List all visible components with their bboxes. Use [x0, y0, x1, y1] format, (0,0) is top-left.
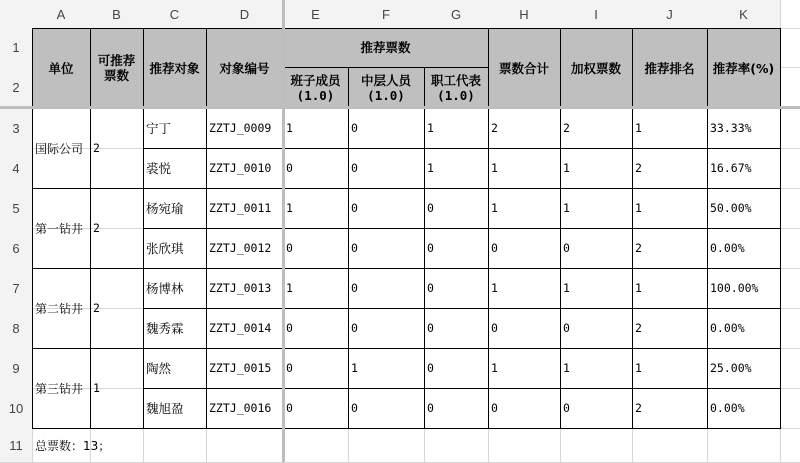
cell-border	[32, 428, 781, 429]
rate-cell[interactable]: 100.00%	[710, 281, 759, 295]
cell-border	[632, 28, 633, 109]
group-quota-cell[interactable]: 2	[93, 141, 100, 155]
weighted-votes-cell[interactable]: 0	[563, 401, 570, 415]
header-votes-group-text: 推荐票数	[360, 40, 411, 55]
cell-border	[707, 108, 708, 429]
cell-border	[206, 108, 207, 429]
cell-border	[206, 28, 207, 109]
header-weighted-votes-text: 加权票数	[570, 60, 621, 76]
staff-rep-votes-cell[interactable]: 0	[427, 241, 434, 255]
header-vote-total[interactable]	[488, 28, 560, 108]
group-quota-cell[interactable]: 2	[93, 301, 100, 315]
candidate-id-cell[interactable]: ZZTJ_0010	[209, 161, 272, 175]
header-unit-text: 单位	[48, 60, 74, 76]
header-unit[interactable]	[32, 28, 90, 108]
staff-rep-votes-cell[interactable]: 0	[427, 281, 434, 295]
middle-mgr-votes-cell[interactable]: 0	[351, 201, 358, 215]
header-staff-rep-text: 职工代表	[430, 72, 481, 88]
weighted-votes-cell[interactable]: 1	[563, 361, 570, 375]
row-header-5[interactable]: 5	[0, 188, 32, 228]
rate-cell[interactable]: 0.00%	[710, 241, 745, 255]
middle-mgr-votes-cell[interactable]: 1	[351, 361, 358, 375]
column-header-e[interactable]: E	[283, 0, 348, 28]
candidate-id-cell[interactable]: ZZTJ_0009	[209, 121, 272, 135]
candidate-id-cell[interactable]: ZZTJ_0014	[209, 321, 272, 335]
candidate-name-cell[interactable]: 裘悦	[146, 161, 172, 176]
cell-border	[32, 108, 33, 429]
rank-cell[interactable]: 1	[635, 361, 642, 375]
candidate-name-cell[interactable]: 杨博林	[146, 281, 184, 296]
team-member-votes-cell[interactable]: 0	[286, 241, 293, 255]
cell-border	[143, 108, 144, 429]
header-candidate-id-text: 对象编号	[219, 60, 270, 76]
candidate-name-cell[interactable]: 魏旭盈	[146, 401, 184, 416]
weighted-votes-cell[interactable]: 0	[563, 241, 570, 255]
group-unit-cell[interactable]: 国际公司	[35, 141, 84, 156]
cell-border	[780, 108, 781, 429]
rank-cell[interactable]: 1	[635, 201, 642, 215]
middle-mgr-votes-cell[interactable]: 0	[351, 161, 358, 175]
cell-border	[348, 108, 349, 429]
rate-cell[interactable]: 25.00%	[710, 361, 752, 375]
header-recommendable-line1: 可推荐	[97, 53, 136, 68]
row-header-3[interactable]: 3	[0, 108, 32, 148]
candidate-name-cell[interactable]: 杨宛瑜	[146, 201, 184, 216]
cell-border	[143, 148, 781, 149]
cell-border	[488, 108, 489, 429]
rank-cell[interactable]: 1	[635, 281, 642, 295]
cell-border	[560, 28, 561, 109]
freeze-pane-vertical	[282, 0, 285, 462]
group-quota-cell[interactable]: 2	[93, 221, 100, 235]
staff-rep-votes-cell[interactable]: 1	[427, 121, 434, 135]
staff-rep-votes-cell[interactable]: 1	[427, 161, 434, 175]
group-quota-cell[interactable]: 1	[93, 381, 100, 395]
staff-rep-votes-cell[interactable]: 0	[427, 321, 434, 335]
header-middle-mgr-text: 中层人员	[360, 72, 411, 88]
staff-rep-votes-cell[interactable]: 0	[427, 361, 434, 375]
vote-total-cell[interactable]: 0	[491, 321, 498, 335]
cell-border	[283, 67, 489, 68]
team-member-votes-cell[interactable]: 1	[286, 121, 293, 135]
team-member-votes-cell[interactable]: 1	[286, 201, 293, 215]
cell-border	[143, 388, 781, 389]
group-unit-cell[interactable]: 第一钻井	[35, 221, 84, 236]
vote-total-cell[interactable]: 0	[491, 241, 498, 255]
header-team-member-weight: (1.0)	[296, 87, 335, 103]
header-recommendable-votes[interactable]	[90, 28, 143, 108]
team-member-votes-cell[interactable]: 0	[286, 401, 293, 415]
staff-rep-votes-cell[interactable]: 0	[427, 401, 434, 415]
column-header-c[interactable]: C	[143, 0, 206, 28]
vote-total-cell[interactable]: 1	[491, 201, 498, 215]
middle-mgr-votes-cell[interactable]: 0	[351, 121, 358, 135]
header-middle-mgr-weight: (1.0)	[367, 87, 405, 103]
candidate-id-cell[interactable]: ZZTJ_0013	[209, 281, 272, 295]
column-header-b[interactable]: B	[90, 0, 143, 28]
vote-total-cell[interactable]: 1	[491, 281, 498, 295]
team-member-votes-cell[interactable]: 1	[286, 281, 293, 295]
row-header-11[interactable]: 11	[0, 428, 32, 462]
column-header-f[interactable]: F	[348, 0, 424, 28]
column-header-i[interactable]: I	[560, 0, 632, 28]
row-header-2[interactable]: 2	[0, 67, 32, 108]
rate-cell[interactable]: 33.33%	[710, 121, 752, 135]
weighted-votes-cell[interactable]: 2	[563, 121, 570, 135]
row-header-10[interactable]: 10	[0, 388, 32, 428]
weighted-votes-cell[interactable]: 1	[563, 281, 570, 295]
rate-cell[interactable]: 0.00%	[710, 321, 745, 335]
cell-border	[143, 228, 781, 229]
column-header-g[interactable]: G	[424, 0, 488, 28]
footer-total-votes[interactable]: 总票数：13；	[35, 438, 111, 453]
header-weighted-votes[interactable]	[560, 28, 632, 108]
column-header-k[interactable]: K	[707, 0, 780, 28]
rate-cell[interactable]: 50.00%	[710, 201, 752, 215]
row-header-9[interactable]: 9	[0, 348, 32, 388]
weighted-votes-cell[interactable]: 0	[563, 321, 570, 335]
header-staff-rep-weight: (1.0)	[437, 87, 475, 103]
select-all-corner[interactable]	[0, 0, 32, 28]
team-member-votes-cell[interactable]: 0	[286, 161, 293, 175]
cell-border	[32, 348, 781, 349]
candidate-id-cell[interactable]: ZZTJ_0016	[209, 401, 272, 415]
row-header-4[interactable]: 4	[0, 148, 32, 188]
cell-border	[90, 108, 91, 429]
cell-border	[32, 268, 781, 269]
header-rank[interactable]	[632, 28, 707, 108]
candidate-name-cell[interactable]: 张欣琪	[146, 241, 184, 256]
vote-total-cell[interactable]: 1	[491, 361, 498, 375]
header-candidate[interactable]	[143, 28, 206, 108]
header-candidate-id[interactable]	[206, 28, 283, 108]
cell-border	[32, 188, 781, 189]
cell-border	[707, 28, 708, 109]
middle-mgr-votes-cell[interactable]: 0	[351, 241, 358, 255]
cell-border	[143, 308, 781, 309]
header-rate-text: 推荐率(%)	[712, 60, 775, 76]
cell-border	[560, 108, 561, 429]
staff-rep-votes-cell[interactable]: 0	[427, 201, 434, 215]
candidate-name-cell[interactable]: 魏秀霖	[146, 321, 184, 336]
cell-border	[90, 28, 91, 109]
cell-border	[143, 28, 144, 109]
header-staff-rep[interactable]	[424, 67, 488, 108]
rank-cell[interactable]: 2	[635, 161, 642, 175]
candidate-id-cell[interactable]: ZZTJ_0015	[209, 361, 272, 375]
vote-total-cell[interactable]: 2	[491, 121, 498, 135]
header-rank-text: 推荐排名	[644, 60, 695, 76]
rate-cell[interactable]: 0.00%	[710, 401, 745, 415]
header-candidate-text: 推荐对象	[149, 60, 200, 76]
weighted-votes-cell[interactable]: 1	[563, 161, 570, 175]
rate-cell[interactable]: 16.67%	[710, 161, 752, 175]
cell-border	[632, 108, 633, 429]
rank-cell[interactable]: 1	[635, 121, 642, 135]
middle-mgr-votes-cell[interactable]: 0	[351, 281, 358, 295]
cell-border	[32, 28, 33, 109]
cell-border	[488, 28, 489, 109]
vote-total-cell[interactable]: 0	[491, 401, 498, 415]
candidate-id-cell[interactable]: ZZTJ_0011	[209, 201, 272, 215]
row-header-7[interactable]: 7	[0, 268, 32, 308]
header-team-member-text: 班子成员	[290, 72, 341, 88]
group-unit-cell[interactable]: 第二钻井	[35, 301, 84, 316]
header-middle-mgr[interactable]	[348, 67, 424, 108]
rank-cell[interactable]: 2	[635, 401, 642, 415]
vote-total-cell[interactable]: 1	[491, 161, 498, 175]
freeze-pane-horizontal	[0, 106, 800, 109]
cell-border	[424, 67, 425, 109]
header-votes-group[interactable]	[283, 28, 488, 67]
candidate-name-cell[interactable]: 陶然	[146, 361, 172, 376]
rank-cell[interactable]: 2	[635, 241, 642, 255]
group-unit-cell[interactable]: 第三钻井	[35, 381, 84, 396]
cell-border	[348, 67, 349, 109]
column-header-a[interactable]: A	[32, 0, 90, 28]
middle-mgr-votes-cell[interactable]: 0	[351, 401, 358, 415]
team-member-votes-cell[interactable]: 0	[286, 361, 293, 375]
row-header-6[interactable]: 6	[0, 228, 32, 268]
cell-border	[780, 28, 781, 109]
header-rate[interactable]	[707, 28, 780, 108]
column-header-j[interactable]: J	[632, 0, 707, 28]
row-header-1[interactable]: 1	[0, 28, 32, 67]
candidate-name-cell[interactable]: 宁丁	[146, 121, 172, 136]
header-vote-total-text: 票数合计	[498, 60, 549, 76]
middle-mgr-votes-cell[interactable]: 0	[351, 321, 358, 335]
team-member-votes-cell[interactable]: 0	[286, 321, 293, 335]
column-header-d[interactable]: D	[206, 0, 283, 28]
header-team-member[interactable]	[283, 67, 348, 108]
row-header-8[interactable]: 8	[0, 308, 32, 348]
weighted-votes-cell[interactable]: 1	[563, 201, 570, 215]
column-header-h[interactable]: H	[488, 0, 560, 28]
candidate-id-cell[interactable]: ZZTJ_0012	[209, 241, 272, 255]
cell-border	[32, 28, 781, 29]
header-recommendable-line2: 票数	[103, 68, 129, 83]
cell-border	[424, 108, 425, 429]
rank-cell[interactable]: 2	[635, 321, 642, 335]
